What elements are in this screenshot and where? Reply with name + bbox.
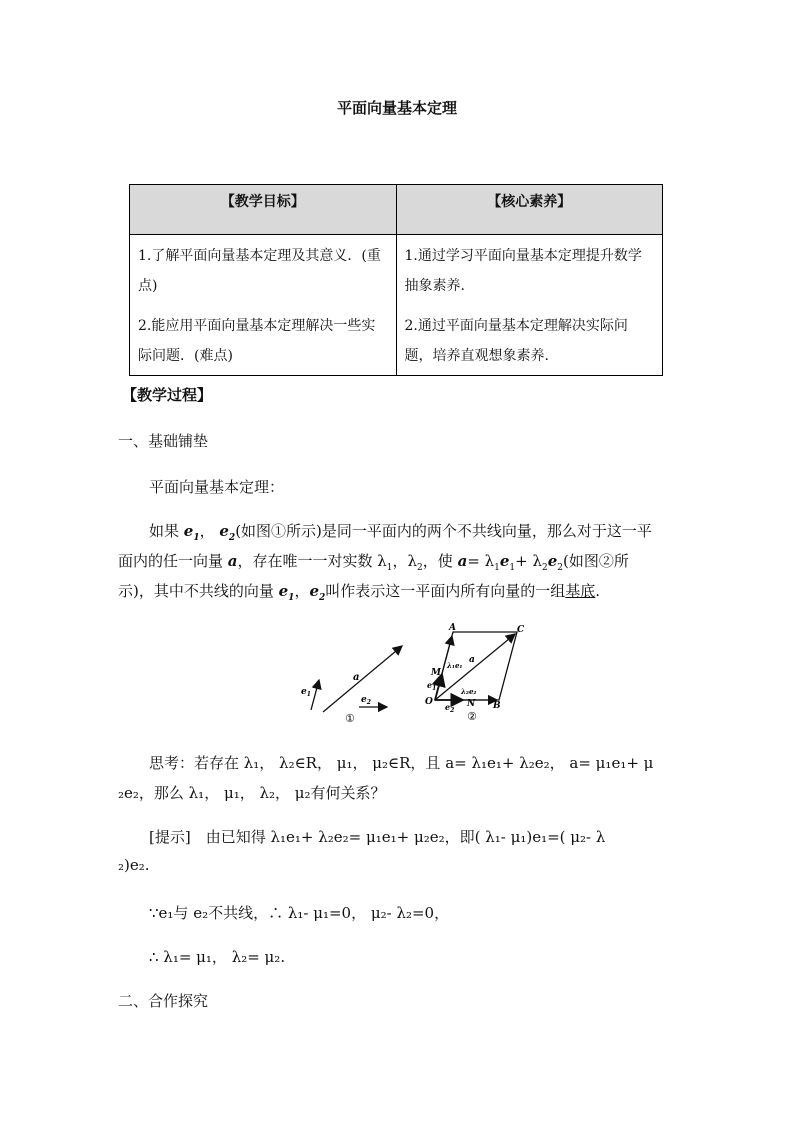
section-heading-2: 二、合作探究 bbox=[118, 992, 209, 1010]
process-heading: 【教学过程】 bbox=[122, 386, 213, 404]
goal-item: 2.能应用平面向量基本定理解决一些实际问题．(难点) bbox=[138, 318, 376, 364]
label-N: N bbox=[467, 699, 476, 709]
basis-term: 基底 bbox=[565, 582, 596, 600]
hint-line-2: ₂)e₂. bbox=[118, 856, 150, 874]
theorem-line-2: 面内的任一向量 a，存在唯一一对实数 $\lambda_1$，$\lambda_2$，使 $a= \lambda_1e_1+ \lambda_2e_2$(如图②所 bbox=[118, 552, 629, 573]
label-lambda1e1: λ₁e₁ bbox=[447, 661, 463, 670]
therefore-line: ∴ λ₁= μ₁， λ₂= μ₂. bbox=[149, 948, 286, 966]
think-line-2: ₂e₂，那么 λ₁， μ₁， λ₂， μ₂有何关系？ bbox=[118, 784, 386, 802]
hint-line-1: [提示] 由已知得 λ₁e₁+ λ₂e₂= μ₁e₁+ μ₂e₂，即( λ₁- μ₁)e₁=( μ₂- λ bbox=[149, 828, 606, 846]
label-e1: $e_1$ bbox=[301, 687, 311, 698]
section-heading-1: 一、基础铺垫 bbox=[118, 432, 209, 450]
label-a-diag: a bbox=[469, 655, 475, 665]
literacy-item: 2.通过平面向量基本定理解决实际问题，培养直观想象素养. bbox=[404, 318, 628, 364]
label-C: C bbox=[517, 625, 525, 635]
label-e2: $e_2$ bbox=[445, 702, 455, 714]
label-O: O bbox=[425, 697, 433, 707]
label-e1: $e_1$ bbox=[427, 680, 437, 692]
theorem-label: 平面向量基本定理： bbox=[149, 478, 285, 496]
page-title: 平面向量基本定理 bbox=[336, 99, 457, 117]
label-e2: $e_2$ bbox=[361, 695, 371, 706]
label-lambda2e2: λ₂e₂ bbox=[461, 687, 477, 696]
theorem-line-1: 如果 $e_1$， $e_2$(如图①所示)是同一平面内的两个不共线向量，那么对于这一平 bbox=[149, 522, 652, 543]
figure-2 bbox=[423, 622, 533, 722]
theorem-line-3: 示)，其中不共线的向量 $e_1$，$e_2$叫作表示这一平面内所有向量的一组基底. bbox=[118, 582, 601, 603]
label-a: a bbox=[353, 672, 360, 683]
table-header-goals: 【教学目标】 bbox=[130, 185, 397, 235]
label-M: M bbox=[431, 668, 441, 678]
label-A: A bbox=[449, 623, 456, 633]
goals-cell bbox=[130, 235, 397, 376]
goals-table bbox=[129, 184, 663, 376]
table-header-literacy: 【核心素养】 bbox=[396, 185, 663, 235]
literacy-cell bbox=[396, 235, 663, 376]
figure-1 bbox=[295, 640, 415, 740]
label-fig1: ① bbox=[345, 712, 355, 725]
because-line: ∵e₁与 e₂不共线，∴ λ₁- μ₁=0， μ₂- λ₂=0， bbox=[149, 904, 450, 922]
label-B: B bbox=[493, 701, 501, 711]
goal-item: 1.了解平面向量基本定理及其意义．(重点) bbox=[138, 248, 381, 294]
label-fig2: ② bbox=[467, 710, 477, 722]
vector-e1 bbox=[311, 680, 319, 710]
think-line-1: 思考：若存在 λ₁， λ₂∈R， μ₁， μ₂∈R，且 a= λ₁e₁+ λ₂e₂， a= μ₁e₁+ μ bbox=[149, 754, 654, 772]
literacy-item: 1.通过学习平面向量基本定理提升数学抽象素养. bbox=[404, 248, 642, 294]
